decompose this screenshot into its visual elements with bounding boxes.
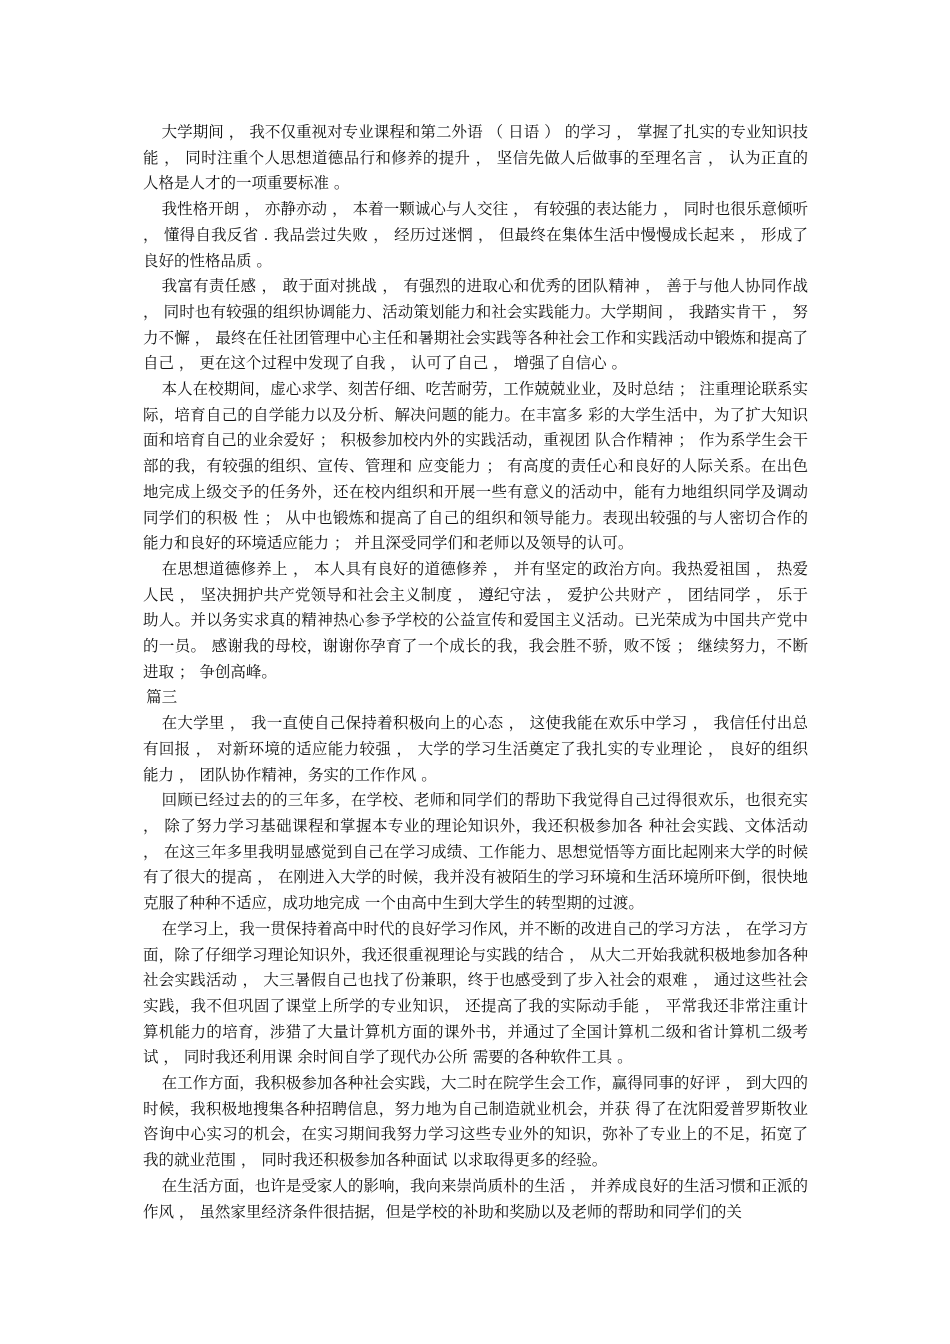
paragraph-responsibility: 我富有责任感 ， 敢于面对挑战 ， 有强烈的进取心和优秀的团队精神 ， 善于与他人协同作战 ， 同时也有较强的组织协调能力、活动策划能力和社会实践能力。大学期间 ， 我踏实肯干 ， 努力不懈 ， 最终在任社团管理中心主任和暑期社会实践等各种社会工作和实践活动中锻炼和提高了自己 ， 更在这个过程中发现了自我 ， 认可了自己 ， 增强了自信心 。 [143,277,808,373]
paragraph-moral-cultivation: 在思想道德修养上 ， 本人具有良好的道德修养 ， 并有坚定的政治方向。我热爱祖国 ， 热爱人民 ， 坚决拥护共产党领导和社会主义制度 ， 遵纪守法 ， 爱护公共财产 ， 团结同学 ， 乐于 助人。并以务实求真的精神热心参予学校的公益宣传和爱国主义活动。已光荣成为中国共产党中的一员。 感谢我的母校，谢谢你孕育了一个成长的我，我会胜不骄，败不馁 ； 继续努力，不断进取 ； 争创高峰。 [143,559,808,681]
paragraph-personality: 我性格开朗 ， 亦静亦动 ， 本着一颗诚心与人交往 ， 有较强的表达能力 ， 同时也很乐意倾听 ， 懂得自我反省 . 我品尝过失败 ， 经历过迷惘 ， 但最终在集体生活中慢慢成长起来 ， 形成了良好的性格品质 。 [143,200,808,270]
paragraph-work: 在工作方面，我积极参加各种社会实践，大二时在院学生会工作，赢得同事的好评 ， 到大四的时候，我积极地搜集各种招聘信息，努力地为自己制造就业机会，并获 得了在沈阳爱普罗斯牧业咨询中心实习的机会，在实习期间我努力学习这些专业外的知识，弥补了专业上的不足，拓宽了我的就业范围 ， 同时我还积极参加各种面试 以求取得更多的经验。 [143,1074,808,1170]
paragraph-university-attitude: 在大学里 ， 我一直使自己保持着积极向上的心态 ， 这使我能在欢乐中学习 ， 我信任付出总有回报 ， 对新环境的适应能力较强 ， 大学的学习生活奠定了我扎实的专业理论 ， 良好的组织能力 ， 团队协作精神，务实的工作作风 。 [143,714,808,784]
paragraph-review: 回顾已经过去的的三年多，在学校、老师和同学们的帮助下我觉得自己过得很欢乐，也很充实 ， 除了努力学习基础课程和掌握本专业的理论知识外，我还积极参加各 种社会实践、文体活动 ， 在这三年多里我明显感觉到自己在学习成绩、工作能力、思想觉悟等方面比起刚来大学的时候有了很大的提高 ， 在刚进入大学的时候，我并没有被陌生的学习环境和生活环境所吓倒，很快地克服了种种不适应，成功地完成 一个由高中生到大学生的转型期的过渡。 [143,791,808,913]
document-page [143,120,808,1225]
paragraph-learning: 在学习上，我一贯保持着高中时代的良好学习作风，并不断的改进自己的学习方法 ， 在学习方面，除了仔细学习理论知识外，我还很重视理论与实践的结合 ， 从大二开始我就积极地参加各种社会实践活动 ， 大三暑假自己也找了份兼职，终于也感受到了步入社会的艰难 ， 通过这些社会实践，我不但巩固了课堂上所学的专业知识， 还提高了我的实际动手能 ， 平常我还非常注重计算机能力的培育，涉猎了大量计算机方面的课外书，并通过了全国计算机二级和省计算机二级考试 ， 同时我还利用课 余时间自学了现代办公所 需要的各种软件工具 。 [143,919,808,1067]
paragraph-life: 在生活方面，也许是受家人的影响，我向来崇尚质朴的生活 ， 并养成良好的生活习惯和正派的作风 ， 虽然家里经济条件很拮据，但是学校的补助和奖励以及老师的帮助和同学们的关 [143,1176,808,1221]
section-heading: 篇三 [146,688,178,707]
paragraph-school-period: 本人在校期间，虚心求学、刻苦仔细、吃苦耐劳，工作兢兢业业，及时总结 ； 注重理论联系实际，培育自己的自学能力以及分析、解决问题的能力。在丰富多 彩的大学生活中，为了扩大知识面和培育自己的业余爱好 ； 积极参加校内外的实践活动，重视团 队合作精神 ； 作为系学生会干部的我，有较强的组织、宣传、管理和 应变能力 ； 有高度的责任心和良好的人际关系。在出色地完成上级交予的任务外，还在校内组织和开展一些有意义的活动中，能有力地组织同学及调动同学们的积极 性 ； 从中也锻炼和提高了自己的组织和领导能力。表现出较强的与人密切合作的能力和良好的环境适应能力 ； 并且深受同学们和老师以及领导的认可。 [143,380,808,553]
paragraph-study: 大学期间 ， 我不仅重视对专业课程和第二外语 （ 日语 ） 的学习 ， 掌握了扎实的专业知识技能 ， 同时注重个人思想道德品行和修养的提升 ， 坚信先做人后做事的至理名言 ， 认为正直的人格是人才的一项重要标准 。 [143,123,808,193]
